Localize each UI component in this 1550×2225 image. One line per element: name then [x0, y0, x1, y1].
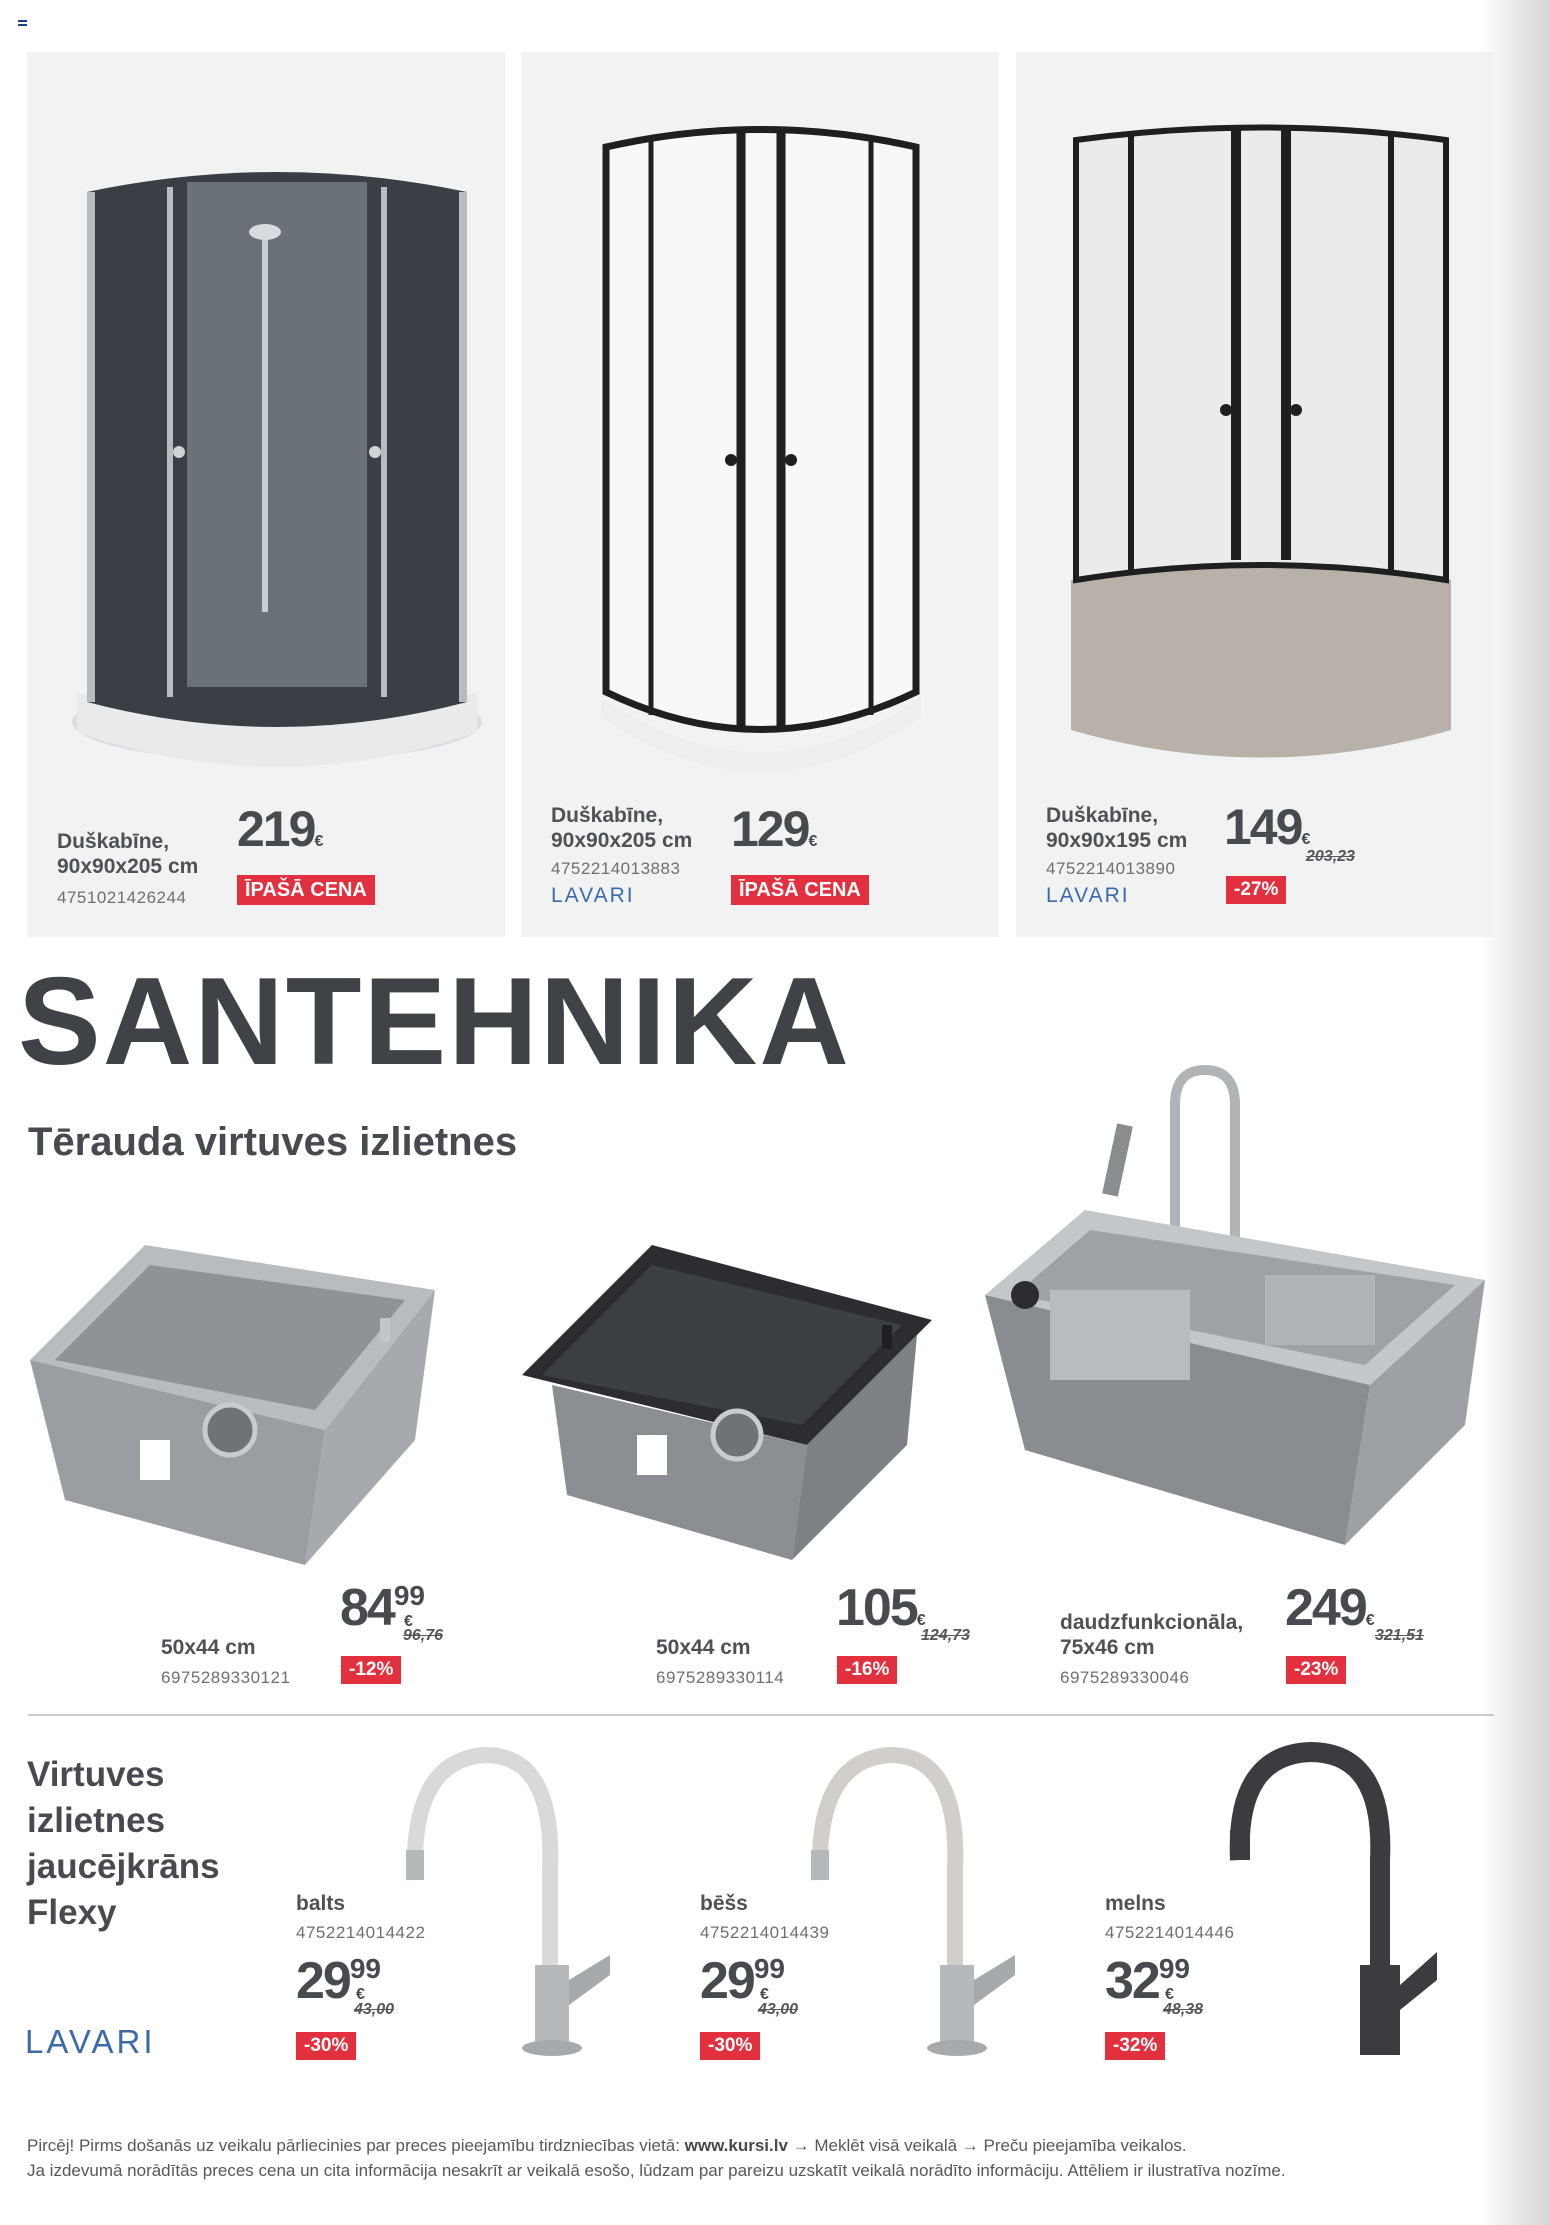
- shower-cabin-dark-image: [67, 112, 487, 792]
- product-name: balts: [296, 1892, 346, 1915]
- footer-line-1: Pircēj! Pirms došanās uz veikalu pārliecinies par preces pieejamību tirdzniecības vietā: www.kursi.lv → Meklēt visā veikalā → Preču pieejamība veikalos.: [27, 2136, 1187, 2155]
- discount-badge: -32%: [1105, 2032, 1165, 2060]
- product-price: 129€: [731, 801, 818, 857]
- product-name: daudzfunkcionāla, 75x46 cm: [1060, 1611, 1244, 1659]
- old-price: 203,23: [1306, 848, 1355, 865]
- section-title: SANTEHNIKA: [18, 953, 851, 1091]
- faucet-white-image: [405, 1740, 615, 2060]
- product-card-shower-1[interactable]: [27, 52, 505, 937]
- old-price: 43,00: [758, 2001, 799, 2018]
- product-price: 219€: [237, 801, 324, 857]
- product-card-shower-2[interactable]: [521, 52, 999, 937]
- product-ean: 6975289330114: [656, 1668, 785, 1687]
- product-price: 249€: [1285, 1579, 1375, 1637]
- product-price: $84^{99}$ €: [340, 1579, 425, 1637]
- discount-badge: -30%: [700, 2032, 760, 2060]
- product-price: $29^{99}$ €: [296, 1952, 381, 2010]
- product-ean: 4752214013890: [1046, 859, 1176, 878]
- product-price: $32^{99}$ €: [1105, 1952, 1190, 2010]
- sink-steel-image: [25, 1240, 445, 1570]
- old-price: 43,00: [354, 2001, 395, 2018]
- product-ean: 6975289330046: [1060, 1668, 1190, 1687]
- product-ean: 4752214013883: [551, 859, 681, 878]
- old-price: 124,73: [921, 1627, 970, 1644]
- discount-badge: -16%: [837, 1656, 897, 1684]
- product-card-shower-3[interactable]: [1016, 52, 1494, 937]
- product-name: Duškabīne, 90x90x195 cm: [1046, 804, 1188, 852]
- sinks-heading: Tērauda virtuves izlietnes: [28, 1120, 518, 1164]
- old-price: 48,38: [1163, 2001, 1204, 2018]
- special-price-badge: ĪPAŠĀ CENA: [731, 875, 869, 905]
- product-ean: 4752214014422: [296, 1923, 426, 1942]
- old-price: 321,51: [1375, 1627, 1424, 1644]
- product-ean: 4752214014439: [700, 1923, 830, 1942]
- faucet-black-image: [1225, 1740, 1445, 2065]
- brand-logo: LAVARI: [551, 884, 635, 907]
- menu-icon[interactable]: [18, 20, 27, 26]
- product-price: $29^{99}$ €: [700, 1952, 785, 2010]
- discount-badge: -12%: [341, 1656, 401, 1684]
- discount-badge: -30%: [296, 2032, 356, 2060]
- footer-line-2: Ja izdevumā norādītās preces cena un cita informācija nesakrīt ar veikalā esošo, lūdzam par pareizu uzskatīt veikalā norādīto informāciju. Attēliem ir ilustratīva nozīme.: [27, 2161, 1286, 2180]
- product-name: Duškabīne, 90x90x205 cm: [57, 830, 199, 878]
- product-name: melns: [1105, 1892, 1166, 1915]
- product-price: 105€: [836, 1579, 926, 1637]
- website-link[interactable]: www.kursi.lv: [684, 2136, 788, 2155]
- old-price: 96,76: [403, 1627, 444, 1644]
- product-name: bēšs: [700, 1892, 748, 1915]
- product-price: 149€: [1224, 799, 1311, 855]
- brand-logo: LAVARI: [25, 2023, 156, 2060]
- product-ean: 4752214014446: [1105, 1923, 1235, 1942]
- product-name: 50x44 cm: [161, 1636, 256, 1659]
- shower-cabin-frosted-image: [1066, 110, 1456, 780]
- product-name: Duškabīne, 90x90x205 cm: [551, 804, 693, 852]
- sink-multifunction-image: [985, 1065, 1495, 1565]
- product-ean: 6975289330121: [161, 1668, 291, 1687]
- faucet-beige-image: [810, 1740, 1020, 2060]
- shower-cabin-clear-image: [591, 117, 931, 792]
- sink-black-image: [522, 1245, 937, 1565]
- footer-note: [27, 2133, 1286, 2183]
- discount-badge: -27%: [1226, 876, 1286, 904]
- faucets-heading: Virtuves izlietnes jaucējkrāns Flexy: [27, 1755, 220, 1932]
- discount-badge: -23%: [1286, 1656, 1346, 1684]
- product-name: 50x44 cm: [656, 1636, 751, 1659]
- special-price-badge: ĪPAŠĀ CENA: [237, 875, 375, 905]
- section-divider: [28, 1714, 1494, 1716]
- product-ean: 4751021426244: [57, 888, 187, 907]
- brand-logo: LAVARI: [1046, 884, 1130, 907]
